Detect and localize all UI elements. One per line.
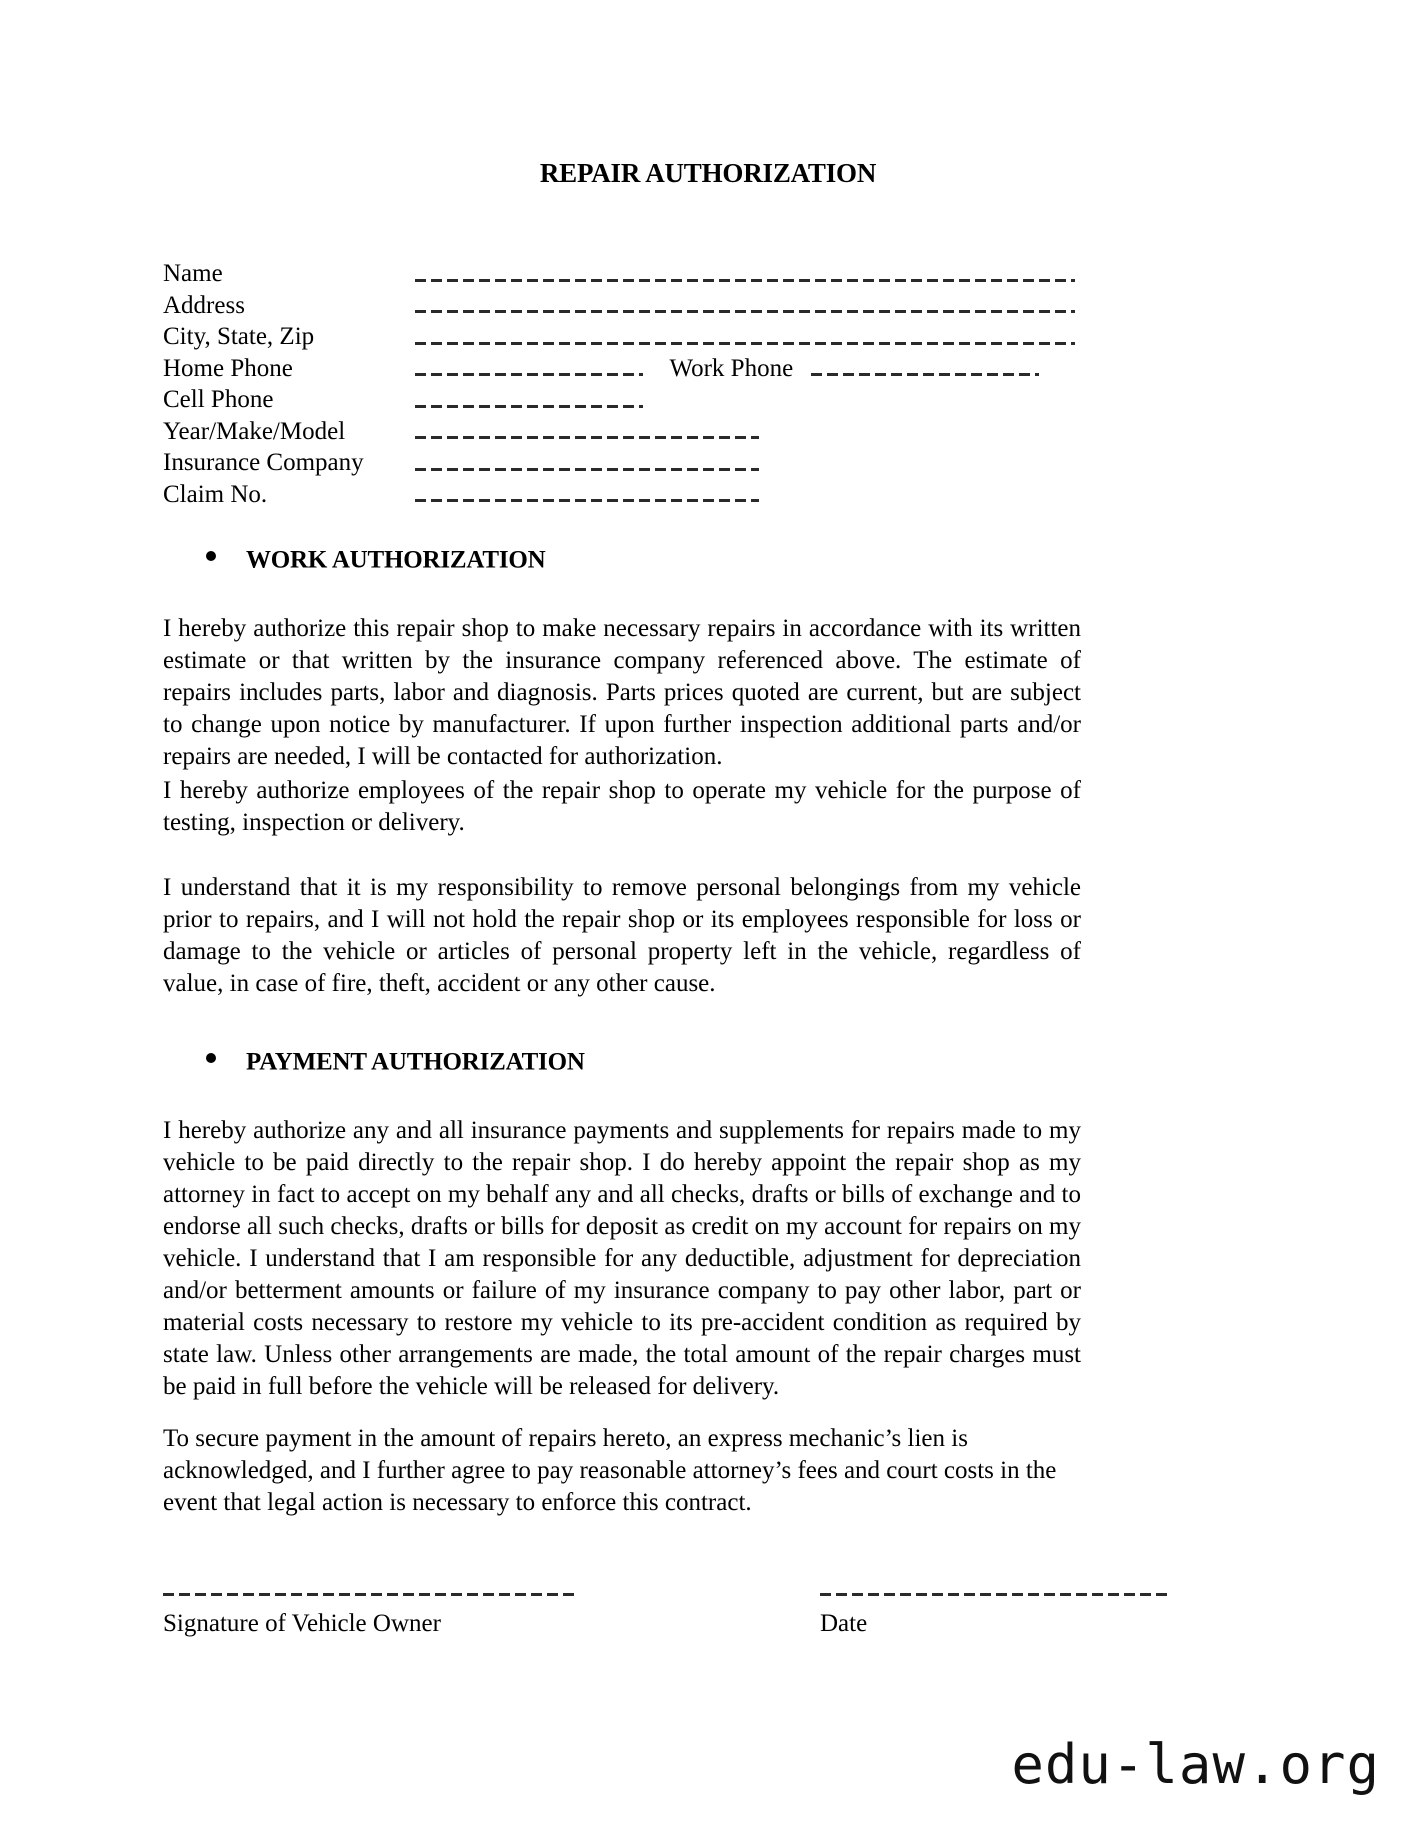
form-row [163, 290, 1163, 322]
field-rule-work-phone[interactable] [811, 373, 1039, 376]
work-authorization-paragraph-2: I hereby authorize employees of the repair shop to operate my vehicle for the purpose of testing, inspection or delivery. [163, 777, 1081, 836]
signature-caption-date: Date [820, 1610, 868, 1637]
signature-block [163, 1585, 1143, 1641]
section-heading-payment-authorization [206, 1047, 585, 1076]
work-authorization-paragraph-3: I understand that it is my responsibility to remove personal belongings from my vehicle prior to repairs, and I will not hold the repair shop or its employees responsible for loss or damage to the vehicle or articles of personal property left in the vehicle, regardless of value, in case of fire, theft, accident or any other cause. [163, 874, 1081, 997]
field-label-work-phone: Work Phone [669, 354, 794, 382]
field-label-city-state-zip: City, State, Zip [163, 323, 315, 350]
page-title: REPAIR AUTHORIZATION [539, 158, 877, 188]
field-label-year-make-model: Year/Make/Model [163, 417, 346, 445]
section-heading-label: WORK AUTHORIZATION [246, 546, 546, 574]
field-label-name: Name [163, 260, 223, 287]
signature-rules-row [163, 1585, 1143, 1607]
form-row [163, 321, 1163, 353]
section-heading-label: PAYMENT AUTHORIZATION [246, 1048, 585, 1076]
bullet-icon [206, 551, 216, 561]
signature-captions-row [163, 1607, 1143, 1641]
field-label-insurance-company: Insurance Company [163, 449, 364, 476]
section-heading-work-authorization [206, 545, 545, 574]
field-rule-address[interactable] [415, 310, 1075, 313]
field-rule-name[interactable] [415, 279, 1075, 282]
form-row [163, 416, 1163, 448]
bullet-icon [206, 1053, 216, 1063]
field-rule-city-state-zip[interactable] [415, 342, 1075, 345]
form-row [163, 258, 1163, 290]
field-rule-year-make-model[interactable] [415, 436, 759, 439]
form-row [163, 353, 1163, 385]
form-row [163, 447, 1163, 479]
payment-authorization-paragraph-2: To secure payment in the amount of repairs hereto, an express mechanic’s lien is acknowledged, and I further agree to pay reasonable attorney’s fees and court costs in the event that legal action is necessary to enforce this contract. [163, 1425, 1057, 1516]
field-label-cell-phone: Cell Phone [163, 386, 274, 413]
signature-rule-date[interactable] [820, 1593, 1170, 1596]
field-rule-home-phone[interactable] [415, 373, 643, 376]
field-rule-insurance-company[interactable] [415, 468, 759, 471]
field-rule-cell-phone[interactable] [415, 405, 643, 408]
signature-caption-owner: Signature of Vehicle Owner [163, 1610, 441, 1637]
field-label-address: Address [163, 291, 245, 319]
field-label-claim-no: Claim No. [163, 480, 268, 508]
form-row [163, 479, 1163, 511]
field-label-home-phone: Home Phone [163, 354, 293, 382]
work-authorization-paragraph-1: I hereby authorize this repair shop to make necessary repairs in accordance with its written estimate or that written by the insurance company referenced above. The estimate of repairs includes parts, labor and diagnosis. Parts prices quoted are current, but are subject to change upon notice by manufacturer. If upon further inspection additional parts and/or repairs are needed, I will be contacted for authorization. [163, 615, 1081, 770]
field-rule-claim-no[interactable] [415, 499, 759, 502]
watermark: edu-law.org [1011, 1733, 1380, 1796]
signature-rule-owner[interactable] [163, 1593, 579, 1596]
form-row [163, 384, 1163, 416]
customer-information-form [163, 258, 1163, 510]
payment-authorization-paragraph-1: I hereby authorize any and all insurance payments and supplements for repairs made to my vehicle to be paid directly to the repair shop. I do hereby appoint the repair shop as my attorney in fact to accept on my behalf any and all checks, drafts or bills of exchange and to endorse all such checks, drafts or bills for deposit as credit on my account for repairs on my vehicle. I understand that I am responsible for any deductible, adjustment for depreciation and/or betterment amounts or failure of my insurance company to pay other labor, part or material costs necessary to restore my vehicle to its pre-accident condition as required by state law. Unless other arrangements are made, the total amount of the repair charges must be paid in full before the vehicle will be released for delivery. [163, 1117, 1081, 1400]
